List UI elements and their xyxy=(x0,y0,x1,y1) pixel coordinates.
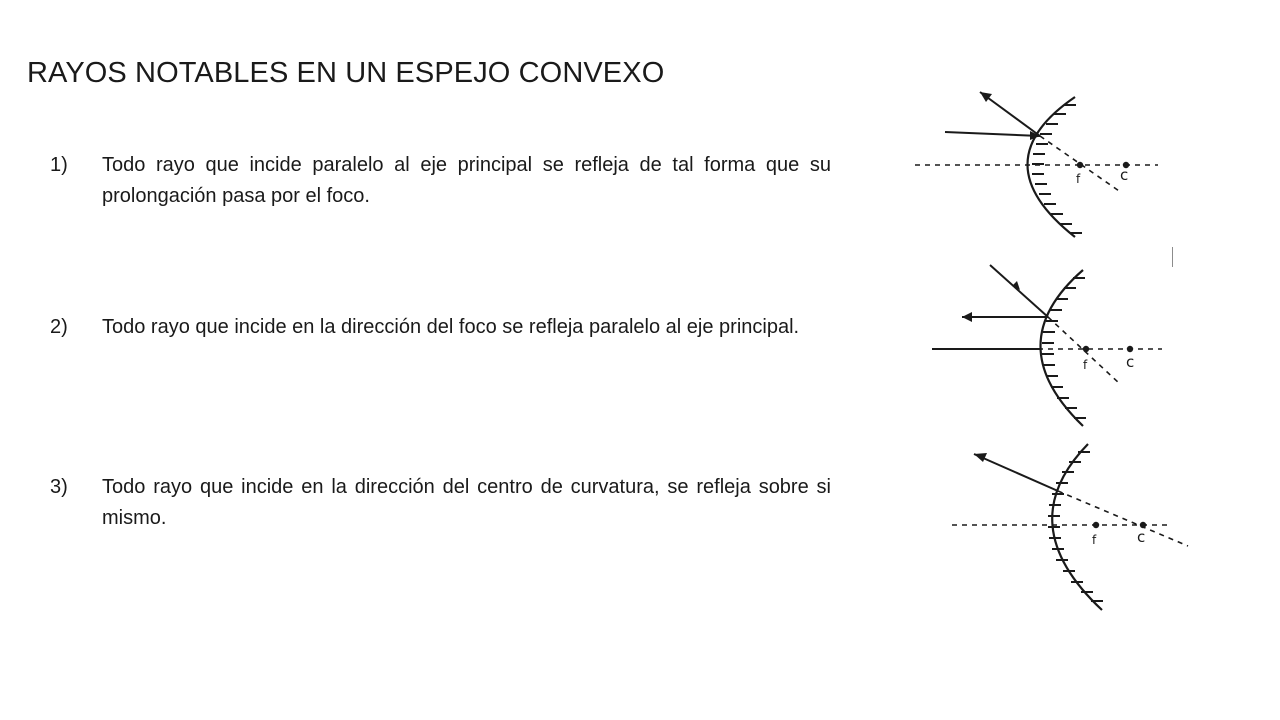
focus-point xyxy=(1077,162,1083,168)
rule-number: 3) xyxy=(50,476,68,498)
center-of-curvature-point xyxy=(1127,346,1133,352)
rule-item-2 xyxy=(50,312,831,343)
convex-mirror-diagram-center-ray xyxy=(940,440,1200,615)
rule-text: Todo rayo que incide paralelo al eje principal se refleja de tal forma que su prolongación pasa por el foco. xyxy=(102,154,831,207)
rule-number: 1) xyxy=(50,154,68,176)
focus-point xyxy=(1093,522,1099,528)
divider xyxy=(1172,247,1173,267)
center-label: c xyxy=(1126,353,1135,371)
rule-item-1 xyxy=(50,150,831,212)
reflected-arrowhead xyxy=(974,453,987,462)
convex-mirror xyxy=(1028,97,1076,237)
incident-ray xyxy=(990,265,1048,317)
center-label: c xyxy=(1137,528,1146,546)
rule-item-3 xyxy=(50,472,831,534)
focus-point xyxy=(1083,346,1089,352)
rule-text: Todo rayo que incide en la dirección del foco se refleja paralelo al eje principal. xyxy=(102,316,800,338)
focus-label: f xyxy=(1092,533,1097,547)
incident-ray xyxy=(945,132,1040,136)
convex-mirror-diagram-parallel-ray xyxy=(900,80,1180,250)
rule-number: 2) xyxy=(50,316,68,338)
page-title: RAYOS NOTABLES EN UN ESPEJO CONVEXO xyxy=(27,57,665,89)
ray-extension xyxy=(1058,491,1188,546)
incident-reflected-ray xyxy=(974,454,1058,491)
convex-mirror-diagram-focus-ray xyxy=(920,260,1180,432)
reflected-arrowhead xyxy=(962,312,972,322)
mirror-hatching xyxy=(1032,105,1082,233)
reflected-ray xyxy=(980,92,1040,136)
focus-label: f xyxy=(1076,172,1081,186)
center-label: c xyxy=(1120,166,1129,184)
rule-text: Todo rayo que incide en la dirección del centro de curvatura, se refleja sobre si mismo. xyxy=(102,476,831,529)
focus-label: f xyxy=(1083,358,1088,372)
mirror-hatching xyxy=(1042,278,1086,418)
convex-mirror xyxy=(1041,270,1084,426)
